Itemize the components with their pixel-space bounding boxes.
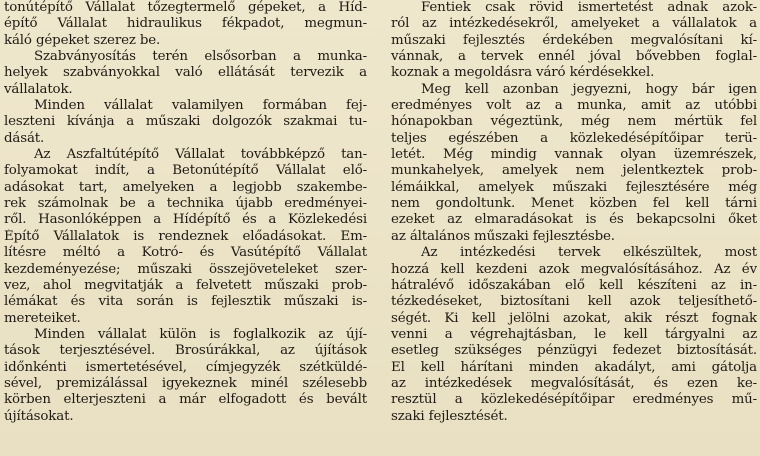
text-line: ról az intézkedésekről, amelyeket a vállalatok a: [391, 16, 757, 32]
text-line: szaki fejlesztését.: [391, 408, 508, 424]
text-line: vállalatok.: [4, 81, 73, 97]
text-line: adásokat tart, amelyeken a legjobb szakembe-: [4, 179, 367, 195]
text-line: venni a végrehajtásban, le kell tárgyalni az: [391, 326, 757, 342]
text-line: Minden vállalat külön is foglalkozik az újí-: [34, 326, 367, 342]
text-line: körben elterjeszteni a már elfogadott és bevált: [4, 392, 367, 408]
text-line: időnkénti ismertetésével, címjegyzék szétküldé-: [4, 359, 367, 375]
text-line: tások terjesztésével. Brosúrákkal, az újítások: [4, 343, 367, 359]
text-line: leszteni kívánja a műszaki dolgozók szakmai tu-: [4, 114, 367, 130]
text-line: vez, ahol megvitatják a felvetett műszaki prob-: [4, 277, 367, 293]
text-line: nem gondoltunk. Menet közben fel kell tárni: [391, 196, 757, 212]
text-line: folyamokat indít, a Betonútépítő Vállalat elő-: [4, 163, 367, 179]
text-line: Az intézkedési tervek elkészültek, most: [421, 245, 757, 261]
text-line: munkahelyek, amelyek nem jelentkeztek prob-: [391, 163, 757, 179]
text-line: Építő Vállalatok is rendeznek előadásokat. Em-: [4, 228, 367, 244]
text-line: tézkedéseket, biztosítani kell azok teljesíthető-: [391, 294, 757, 310]
text-line: vánnak, a tervek ennél jóval bővebben foglal-: [391, 49, 757, 65]
text-line: Meg kell azonban jegyezni, hogy bár igen: [421, 81, 757, 97]
text-line: helyek szabványokkal való ellátását tervezik a: [4, 65, 367, 81]
text-line: tonútépítő Vállalat tőzegtermelő gépeket, a Híd-: [4, 0, 367, 15]
text-line: lémáikkal, amelyek műszaki fejlesztésére még: [391, 179, 757, 195]
text-line: lítésre méltó a Kotró- és Vasútépítő Vállalat: [4, 245, 367, 261]
text-line: káló gépeket szerez be.: [4, 32, 161, 48]
text-line: Az Aszfaltútépítő Vállalat továbbképző tan-: [34, 147, 367, 163]
text-line: Szabványosítás terén elsősorban a munka-: [34, 49, 367, 65]
text-line: mereteiket.: [4, 310, 81, 326]
text-line: resztül a közlekedésépítőipar eredményes mű-: [391, 392, 757, 408]
right-text-column: [391, 0, 757, 425]
text-line: építő Vállalat hidraulikus fékpadot, megmun-: [4, 16, 367, 32]
text-line: az általános műszaki fejlesztésbe.: [391, 228, 615, 244]
text-line: hátralévő időszakában elő kell készíteni az in-: [391, 277, 757, 293]
text-line: lémákat és vita során is fejlesztik műszaki is-: [4, 294, 367, 310]
text-line: teljes egészében a közlekedésépítőipar terü-: [391, 130, 757, 146]
text-line: ségét. Ki kell jelölni azokat, akik részt fognak: [391, 310, 757, 326]
text-line: esetleg szükséges pénzügyi fedezet biztosítását.: [391, 343, 757, 359]
text-line: hozzá kell kezdeni azok megvalósításához. Az év: [391, 261, 757, 277]
text-line: Minden vállalat valamilyen formában fej-: [34, 98, 367, 114]
text-line: eredményes volt az a munka, amit az utóbbi: [391, 98, 757, 114]
text-line: kezdeményezése; műszaki összejöveteleket szer-: [4, 261, 367, 277]
left-text-column: [4, 0, 367, 425]
text-line: Fentiek csak rövid ismertetést adnak azok-: [421, 0, 757, 15]
text-line: rek számolnak be a technika újabb eredményei-: [4, 196, 367, 212]
text-line: az intézkedések megvalósítását, és ezen ke-: [391, 375, 757, 391]
text-line: letét. Még mindig vannak olyan üzemrészek,: [391, 147, 757, 163]
text-line: sével, premizálással igyekeznek minél szélesebb: [4, 375, 367, 391]
text-line: koznak a megoldásra váró kérdésekkel.: [391, 65, 655, 81]
text-line: El kell hárítani minden akadályt, ami gátolja: [391, 359, 757, 375]
text-line: dását.: [4, 130, 45, 146]
text-line: műszaki fejlesztés érdekében megvalósítani kí-: [391, 32, 757, 48]
text-line: újításokat.: [4, 408, 74, 424]
text-line: ezeket az elmaradásokat is és bekapcsolni őket: [391, 212, 757, 228]
text-line: ről. Hasonlóképpen a Hídépítő és a Közlekedési: [4, 212, 367, 228]
text-line: hónapokban végeztünk, még nem mértük fel: [391, 114, 757, 130]
